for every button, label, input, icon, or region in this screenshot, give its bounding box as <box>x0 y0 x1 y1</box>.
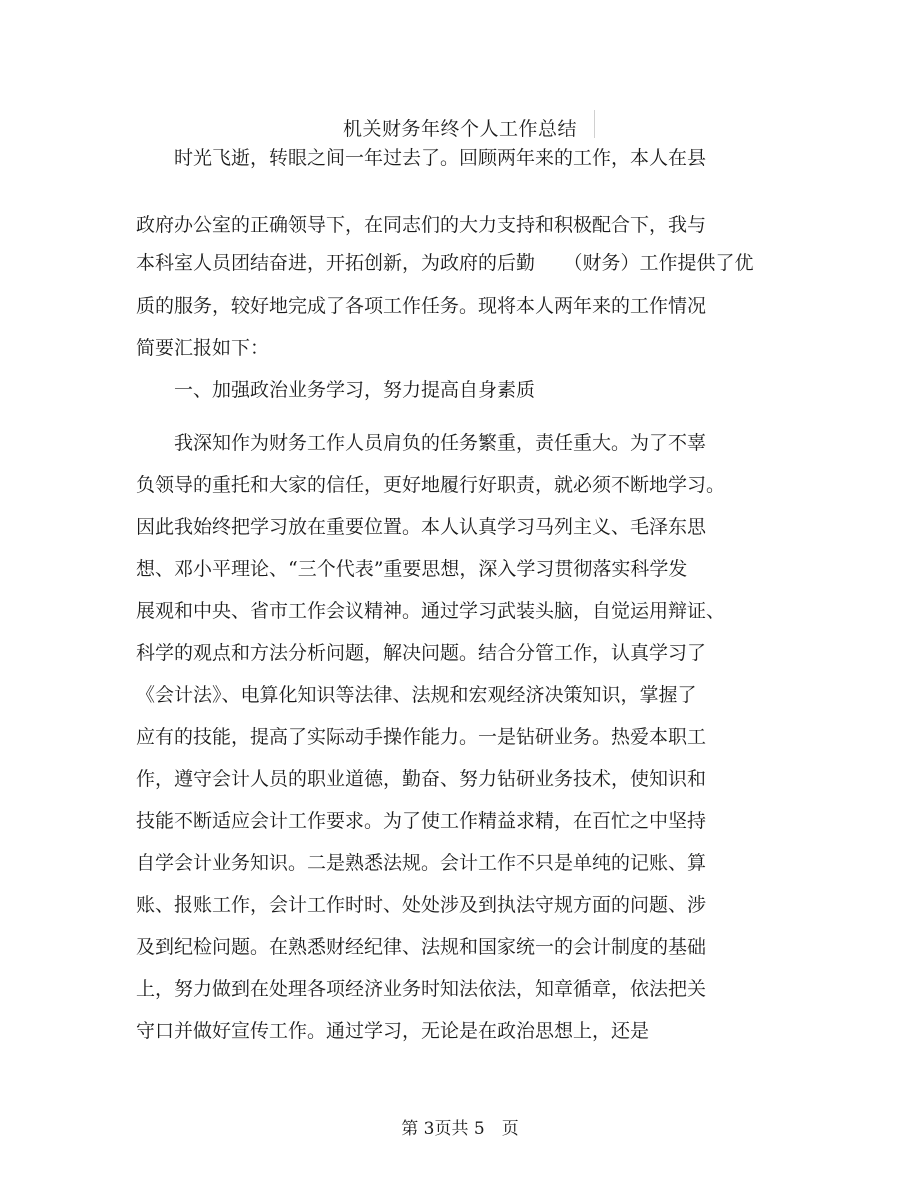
body-line: 时光飞逝，转眼之间一年过去了。回顾两年来的工作，本人在县 <box>136 147 707 169</box>
body-line: 《会计法》、电算化知识等法律、法规和宏观经济决策知识，掌握了 <box>136 684 697 706</box>
body-line: 政府办公室的正确领导下，在同志们的大力支持和积极配合下，我与 <box>136 214 707 236</box>
body-line: 我深知作为财务工作人员肩负的任务繁重，责任重大。为了不辜 <box>136 432 707 454</box>
body-line: 守口并做好宣传工作。通过学习，无论是在政治思想上，还是 <box>136 1020 650 1042</box>
document-title: 机关财务年终个人工作总结 <box>342 118 577 140</box>
body-line: 技能不断适应会计工作要求。为了使工作精益求精，在百忙之中坚持 <box>136 810 707 832</box>
body-line: 展观和中央、省市工作会议精神。通过学习武装头脑，自觉运用辩证、 <box>136 600 726 622</box>
body-line: 简要汇报如下： <box>136 337 270 359</box>
page-number-footer: 第 3页共 5 页 <box>401 1119 519 1139</box>
body-line: 应有的技能，提高了实际动手操作能力。一是钻研业务。热爱本职工 <box>136 726 707 748</box>
body-line: 自学会计业务知识。二是熟悉法规。会计工作不只是单纯的记账、算 <box>136 852 707 874</box>
body-line: 及到纪检问题。在熟悉财经纪律、法规和国家统一的会计制度的基础 <box>136 936 707 958</box>
body-line: 本科室人员团结奋进，开拓创新，为政府的后勤 （财务）工作提供了优 <box>136 252 754 274</box>
body-line: 质的服务，较好地完成了各项工作任务。现将本人两年来的工作情况 <box>136 295 707 317</box>
body-line: 负领导的重托和大家的信任，更好地履行好职责，就必须不断地学习。 <box>136 474 726 496</box>
section-heading: 一、加强政治业务学习，努力提高自身素质 <box>136 379 536 401</box>
body-line: 因此我始终把学习放在重要位置。本人认真学习马列主义、毛泽东思 <box>136 516 707 538</box>
title-edge-mark <box>594 110 595 138</box>
body-line: 作，遵守会计人员的职业道德，勤奋、努力钻研业务技术，使知识和 <box>136 768 707 790</box>
body-line: 上，努力做到在处理各项经济业务时知法依法，知章循章，依法把关 <box>136 978 707 1000</box>
body-line: 账、报账工作，会计工作时时、处处涉及到执法守规方面的问题、涉 <box>136 894 707 916</box>
body-line: 科学的观点和方法分析问题，解决问题。结合分管工作，认真学习了 <box>136 642 707 664</box>
body-line: 想、邓小平理论、“三个代表”重要思想，深入学习贯彻落实科学发 <box>136 558 688 580</box>
